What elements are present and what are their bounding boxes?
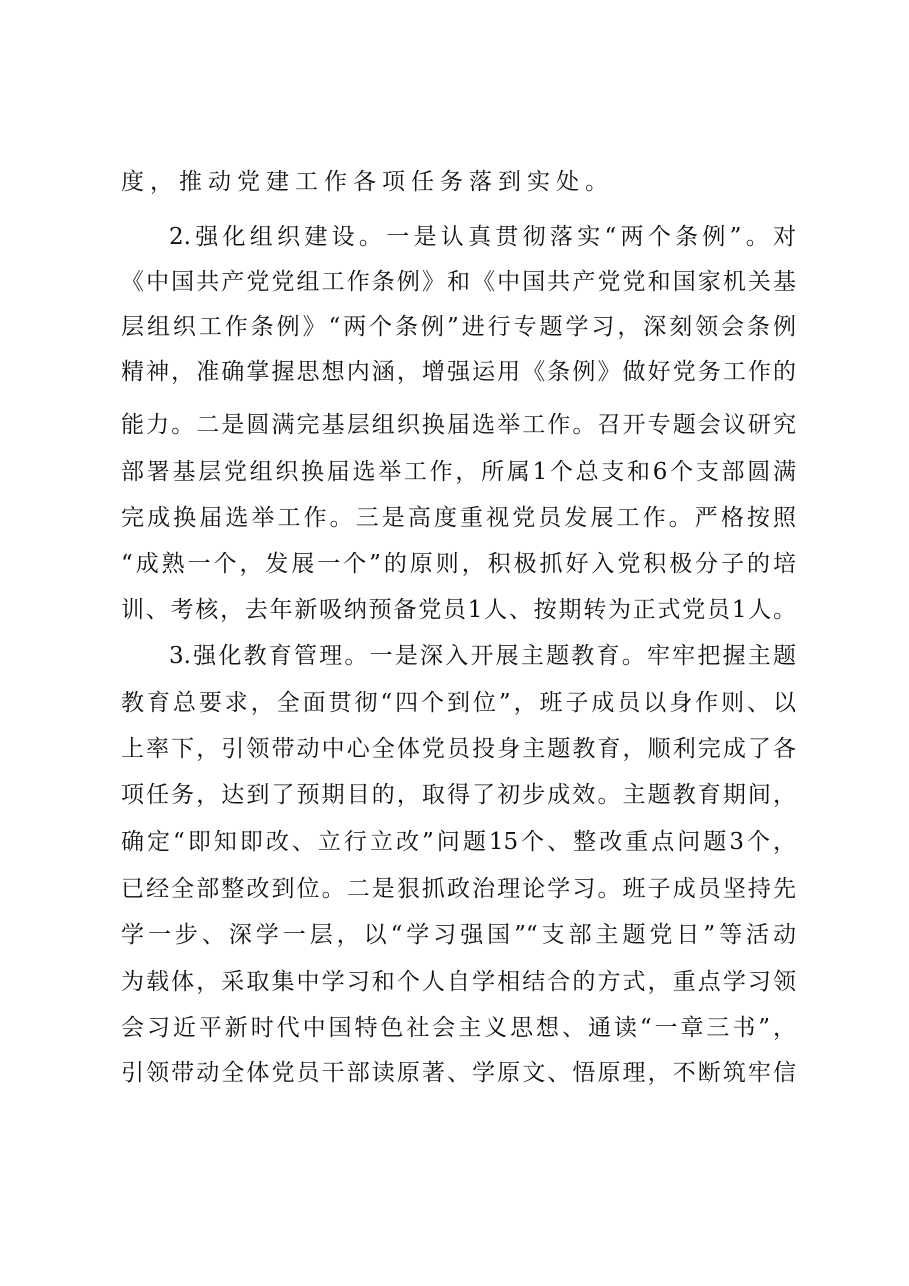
text-line-14: 项任务，达到了预期目的，取得了初步成效。主题教育期间， [121, 782, 796, 808]
text-line-7: 部署基层党组织换届选举工作，所属1个总支和6个支部圆满 [121, 459, 796, 485]
text-line-10: 训、考核，去年新吸纳预备党员1人、按期转为正式党员1人。 [121, 597, 796, 623]
text-line-19: 会习近平新时代中国特色社会主义思想、通读“一章三书”， [121, 1015, 796, 1041]
text-line-9: “成熟一个，发展一个”的原则，积极抓好入党积极分子的培 [121, 551, 796, 577]
text-line-18: 为载体，采取集中学习和个人自学相结合的方式，重点学习领 [121, 969, 796, 995]
text-line-6: 能力。二是圆满完基层组织换届选举工作。召开专题会议研究 [121, 412, 796, 438]
text-line-17: 学一步、深学一层，以“学习强国”“支部主题党日”等活动 [121, 922, 796, 948]
text-line-5: 精神，准确掌握思想内涵，增强运用《条例》做好党务工作的 [121, 359, 796, 385]
text-line-20: 引领带动全体党员干部读原著、学原文、悟原理，不断筑牢信 [121, 1060, 796, 1086]
text-line-11: 3.强化教育管理。一是深入开展主题教育。牢牢把握主题 [169, 643, 796, 669]
text-line-4: 层组织工作条例》“两个条例”进行专题学习，深刻领会条例 [121, 314, 796, 340]
text-line-15: 确定“即知即改、立行立改”问题15个、整改重点问题3个， [121, 829, 796, 855]
text-line-1: 度，推动党建工作各项任务落到实处。 [121, 169, 614, 195]
text-line-3: 《中国共产党党组工作条例》和《中国共产党党和国家机关基 [121, 269, 796, 295]
text-line-12: 教育总要求，全面贯彻“四个到位”，班子成员以身作则、以 [121, 690, 796, 716]
text-line-2: 2.强化组织建设。一是认真贯彻落实“两个条例”。对 [169, 224, 796, 250]
text-line-13: 上率下，引领带动中心全体党员投身主题教育，顺利完成了各 [121, 736, 796, 762]
text-line-16: 已经全部整改到位。二是狠抓政治理论学习。班子成员坚持先 [121, 876, 796, 902]
text-line-8: 完成换届选举工作。三是高度重视党员发展工作。严格按照 [121, 505, 796, 531]
